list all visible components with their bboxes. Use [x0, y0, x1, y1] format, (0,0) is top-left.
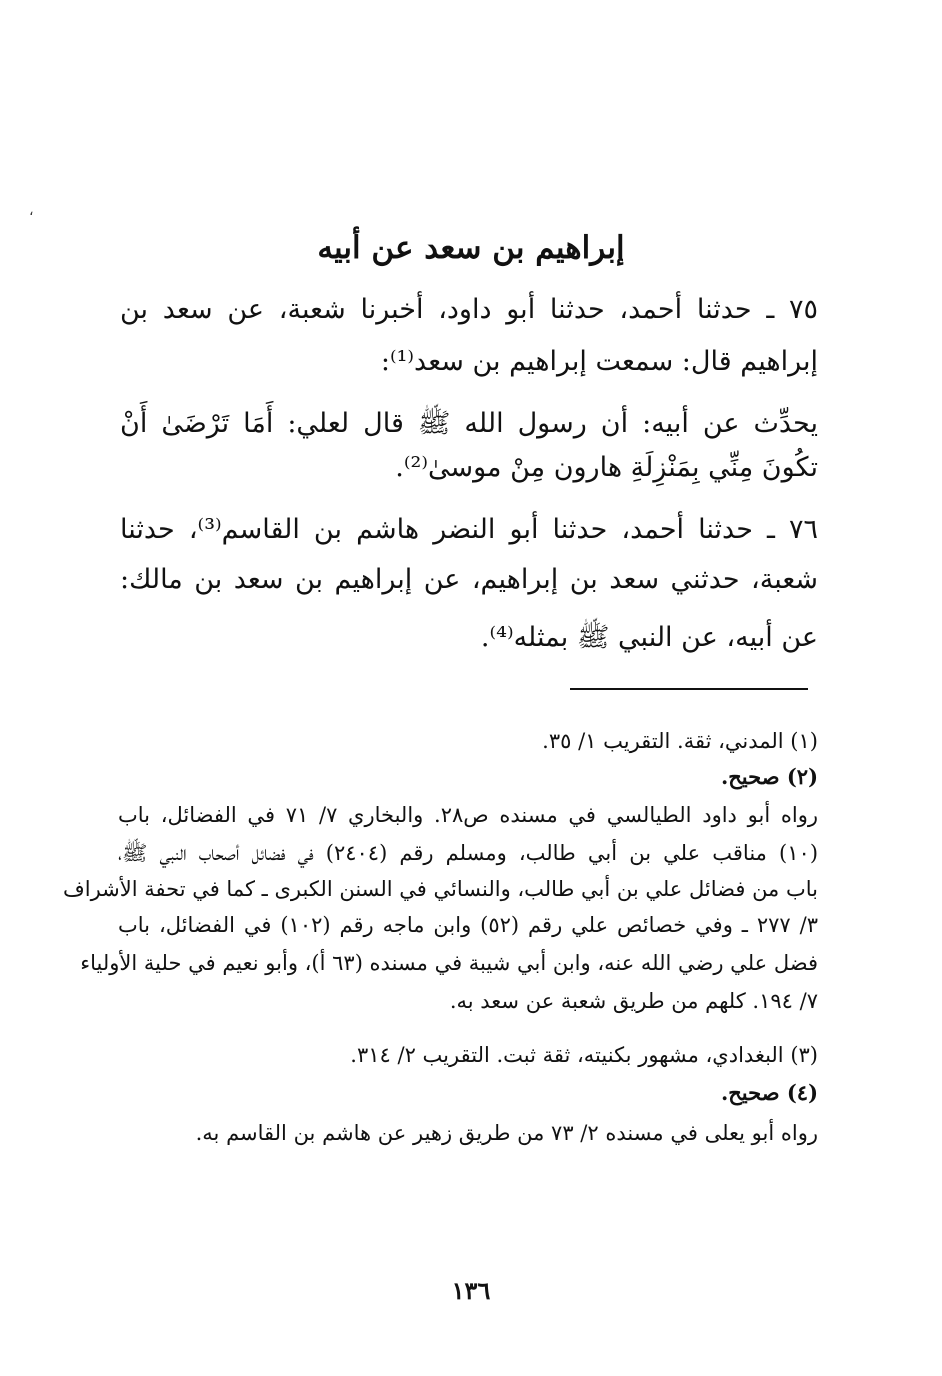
footnote-4-line-1: رواه أبو يعلى في مسنده ٢/ ٧٣ من طريق زهير عن هاشم بن القاسم به. [195, 1121, 818, 1145]
footnote-1: (١) المدني، ثقة. التقريب ١/ ٣٥. [542, 729, 818, 753]
footnote-4-heading [118, 1078, 818, 1108]
footnote-2-heading [118, 762, 818, 792]
footnote-2-line-6: ٧/ ١٩٤. كلهم من طريق شعبة عن سعد به. [449, 989, 818, 1013]
footnote-3: (٣) البغدادي، مشهور بكنيته، ثقة ثبت. التقريب ٢/ ٣١٤. [350, 1043, 818, 1067]
hadith-75-line-3: يحدِّث عن أبيه: أن رسول الله ﷺ قال لعلي: أَمَا تَرْضَىٰ أَنْ [120, 408, 818, 439]
margin-mark: ، [29, 203, 34, 219]
hadith-75-line-2: إبراهيم قال: سمعت إبراهيم بن سعد⁽¹⁾: [380, 346, 818, 377]
footnote-2-line-5: فضل علي رضي الله عنه، وابن أبي شيبة في مسنده (٦٣ أ)، وأبو نعيم في حلية الأولياء [80, 951, 818, 975]
chapter-title: إبراهيم بن سعد عن أبيه [317, 230, 625, 266]
footnote-2-line-4: ٣/ ٢٧٧ ـ وفي خصائص علي رقم (٥٢) وابن ماجه رقم (١٠٢) في الفضائل، باب [118, 913, 818, 937]
hadith-76-line-3: عن أبيه، عن النبي ﷺ بمثله⁽⁴⁾. [480, 622, 818, 653]
hadith-75-line-1: ٧٥ ـ حدثنا أحمد، حدثنا أبو داود، أخبرنا شعبة، عن سعد بن [120, 294, 818, 325]
footnote-4-heading-text: (٤) صحيح. [720, 1080, 818, 1105]
page-number: ١٣٦ [451, 1276, 491, 1305]
footnote-2-line-2: (١٠) مناقب علي بن أبي طالب، ومسلم رقم (٢٤٠٤) في فضائل أصحاب النبي ﷺ، [118, 841, 819, 865]
hadith-75-line-4: تكُونَ مِنِّي بِمَنْزِلَةِ هارون مِنْ موسىٰ⁽²⁾. [395, 452, 818, 483]
footnote-separator [570, 688, 808, 690]
footnote-2-line-3: باب من فضائل علي بن أبي طالب، والنسائي في السنن الكبرى ـ كما في تحفة الأشراف [62, 877, 818, 901]
footnote-2-heading-text: (٢) صحيح. [720, 764, 818, 789]
hadith-76-line-1: ٧٦ ـ حدثنا أحمد، حدثنا أبو النضر هاشم بن القاسم⁽³⁾، حدثنا [120, 514, 818, 545]
hadith-76-line-2: شعبة، حدثني سعد بن إبراهيم، عن إبراهيم بن سعد بن مالك: [120, 564, 818, 595]
footnote-2-line-1: رواه أبو داود الطيالسي في مسنده ص٢٨. والبخاري ٧/ ٧١ في الفضائل، باب [118, 803, 818, 827]
